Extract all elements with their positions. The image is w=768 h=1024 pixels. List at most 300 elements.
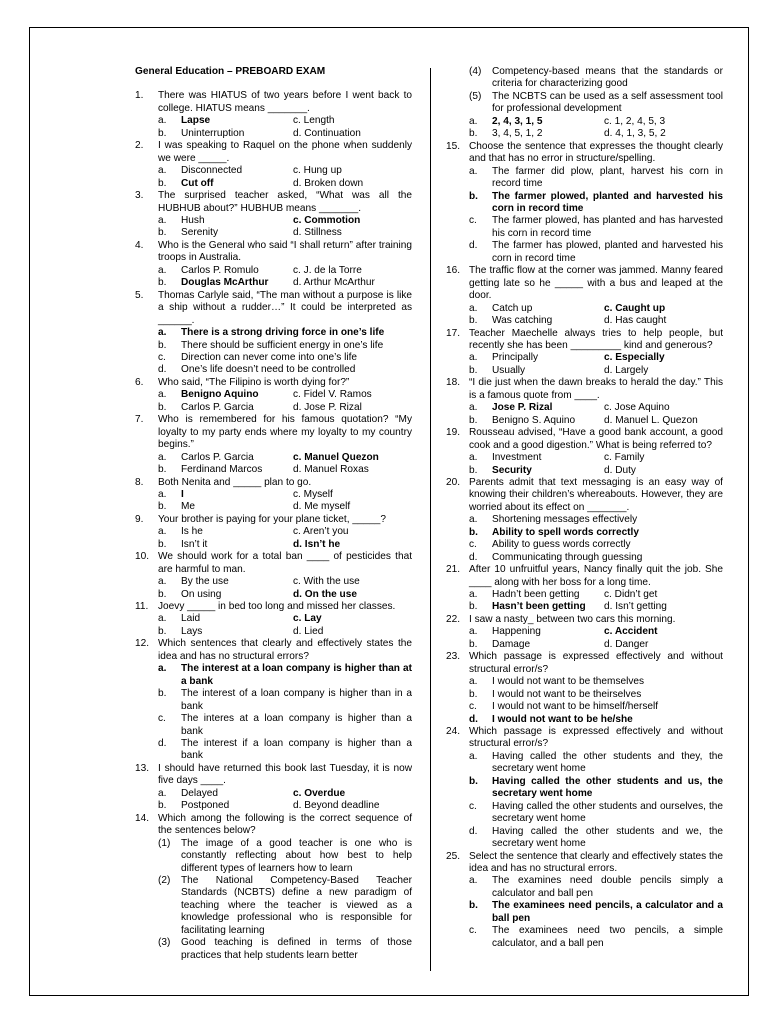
question-item: [135, 763, 412, 813]
answer-choice: The interes at a loan company is higher than a bank: [181, 713, 412, 737]
answer-choice: d. Manuel Roxas: [293, 464, 369, 476]
question-text: The traffic flow at the corner was jammed. Manny feared getting late so he _____ with a bus and leaped at the door.: [469, 265, 723, 302]
answer-choice: Security: [492, 464, 532, 476]
question-stem: [135, 90, 412, 115]
choice-letter: b.: [469, 364, 478, 376]
answer-choice: Lays: [181, 625, 203, 637]
question-text: The surprised teacher asked, “What was all the HUBHUB about?” HUBHUB means _______.: [158, 190, 412, 214]
answer-choice-row: [446, 801, 723, 826]
question-stem: [446, 377, 723, 402]
choice-letter: b.: [158, 339, 167, 351]
question-number: 11.: [135, 601, 149, 613]
answer-choice: d. Has caught: [604, 315, 667, 327]
choice-letter: b.: [469, 315, 478, 327]
question-text: Both Nenita and _____ plan to go.: [158, 476, 312, 488]
question-number: 2.: [135, 140, 144, 152]
answer-choice: Shortening messages effectively: [492, 514, 638, 526]
answer-choice-row: [135, 663, 412, 688]
question-number: 13.: [135, 762, 150, 774]
choice-letter: a.: [469, 115, 478, 127]
choice-letter: b.: [469, 414, 478, 426]
sequence-statement: [135, 875, 412, 937]
answer-choice: Is he: [181, 526, 203, 538]
question-item: [446, 427, 723, 477]
question-text: Choose the sentence that expresses the thought clearly and that has no error in structure/spelling.: [469, 140, 723, 165]
choice-letter: a.: [158, 613, 167, 625]
choice-letter: a.: [469, 750, 478, 762]
answer-choice-row: [135, 800, 412, 812]
choice-letter: b.: [158, 588, 167, 600]
choice-letter: c.: [469, 925, 477, 937]
choice-letter: c.: [469, 215, 477, 227]
answer-choice-row: [446, 714, 723, 726]
sequence-statement-body: [469, 66, 723, 91]
answer-choice-row: [446, 776, 723, 801]
answer-choice: Delayed: [181, 787, 219, 799]
answer-choice-row: [446, 240, 723, 265]
question-text: Parents admit that text messaging is an easy way of knowing their children’s whereabouts. However, they are worried about its effect on _______.: [469, 476, 723, 513]
sequence-statement: [446, 66, 723, 91]
answer-choice-row: [446, 589, 723, 601]
statement-number: (1): [158, 837, 171, 849]
question-text: Select the sentence that clearly and effectively states the idea and has no structural errors.: [469, 850, 723, 874]
choice-letter: a.: [158, 787, 167, 799]
answer-choice: One’s life doesn’t need to be controlled: [181, 364, 356, 376]
answer-choice: The farmer did plow, plant, harvest his corn in record time: [492, 165, 723, 190]
answer-choice: Carlos P. Garcia: [181, 401, 254, 413]
question-stem: [135, 414, 412, 451]
question-item: [135, 414, 412, 476]
answer-choice: c. Aren’t you: [293, 526, 349, 538]
answer-choice: By the use: [181, 576, 229, 588]
question-number: 3.: [135, 190, 144, 202]
answer-choice-row: [135, 128, 412, 140]
answer-choice: d. Isn’t he: [293, 538, 341, 550]
answer-choice-row: [135, 340, 412, 352]
question-stem: [135, 551, 412, 576]
answer-choice: Direction can never come into one’s life: [181, 351, 357, 363]
answer-choice: c. Overdue: [293, 787, 346, 799]
sequence-statement-body: [158, 838, 412, 875]
answer-choice-row: [135, 265, 412, 277]
question-item: [135, 638, 412, 763]
choice-letter: a.: [469, 626, 478, 638]
question-item: [135, 240, 412, 290]
question-text: Your brother is paying for your plane ticket, _____?: [158, 513, 387, 525]
answer-choice: Ferdinand Marcos: [181, 464, 263, 476]
choice-letter: d.: [469, 713, 478, 725]
answer-choice: Ability to guess words correctly: [492, 539, 631, 551]
choice-letter: b.: [469, 900, 478, 912]
question-item: [446, 265, 723, 327]
answer-choice: d. Isn’t getting: [604, 601, 667, 613]
choice-letter: b.: [469, 638, 478, 650]
exam-title: General Education – PREBOARD EXAM: [135, 66, 326, 77]
answer-choice-row: [446, 465, 723, 477]
question-text: Which passage is expressed effectively and without structural error/s?: [469, 651, 723, 675]
choice-letter: b.: [469, 775, 478, 787]
question-item: [135, 377, 412, 414]
answer-choice: I would not want to be himself/herself: [492, 701, 659, 713]
right-column: [446, 66, 723, 950]
question-item: [135, 477, 412, 514]
answer-choice-row: [446, 601, 723, 613]
answer-choice: d. Manuel L. Quezon: [604, 414, 698, 426]
answer-choice-row: [446, 191, 723, 216]
sequence-statement-body: [469, 91, 723, 116]
choice-letter: b.: [158, 625, 167, 637]
question-number: 1.: [135, 90, 144, 102]
question-number: 7.: [135, 414, 144, 426]
question-item: [446, 328, 723, 378]
answer-choice: Happening: [492, 626, 541, 638]
question-item: [135, 290, 412, 377]
choice-letter: b.: [158, 800, 167, 812]
answer-choice: c. Accident: [604, 626, 658, 638]
answer-choice: Hadn’t been getting: [492, 589, 580, 601]
answer-choice-row: [446, 128, 723, 140]
answer-choice-row: [135, 452, 412, 464]
question-stem: [446, 651, 723, 676]
question-text: Who said, “The Filipino is worth dying for?”: [158, 376, 350, 388]
answer-choice-row: [135, 688, 412, 713]
answer-choice: I: [181, 488, 184, 500]
question-item: [135, 190, 412, 240]
answer-choice: d. Arthur McArthur: [293, 277, 375, 289]
question-number: 5.: [135, 289, 144, 301]
answer-choice: Investment: [492, 452, 542, 464]
answer-choice: Usually: [492, 364, 526, 376]
question-item: [135, 140, 412, 190]
answer-choice-row: [446, 303, 723, 315]
answer-choice: c. Family: [604, 452, 645, 464]
question-item: [446, 141, 723, 266]
question-item: [446, 377, 723, 427]
answer-choice: The examines need double pencils simply a calculator and ball pen: [492, 875, 723, 899]
answer-choice-row: [446, 365, 723, 377]
question-stem: [135, 377, 412, 389]
question-stem: [135, 477, 412, 489]
choice-letter: a.: [158, 165, 167, 177]
question-text: Which sentences that clearly and effectively states the idea and has no structural errors?: [158, 638, 412, 662]
choice-letter: a.: [469, 352, 478, 364]
question-stem: [446, 328, 723, 353]
answer-choice: The interest if a loan company is higher than a bank: [181, 738, 412, 762]
question-stem: [446, 477, 723, 514]
choice-letter: a.: [158, 451, 167, 463]
choice-letter: b.: [469, 601, 478, 613]
answer-choice-row: [135, 215, 412, 227]
choice-letter: a.: [469, 676, 478, 688]
answer-choice: c. Fidel V. Ramos: [293, 389, 372, 401]
choice-letter: a.: [158, 526, 167, 538]
answer-choice: c. Length: [293, 115, 335, 127]
answer-choice: Benigno Aquino: [181, 389, 259, 401]
sequence-statement: [446, 91, 723, 116]
answer-choice: The farmer plowed, planted and harvested his corn in record time: [492, 190, 723, 214]
choice-letter: c.: [158, 713, 166, 725]
answer-choice: d. Largely: [604, 364, 649, 376]
question-number: 18.: [446, 377, 461, 389]
choice-letter: b.: [469, 190, 478, 202]
question-item: [446, 477, 723, 564]
question-number: 24.: [446, 726, 461, 738]
question-number: 19.: [446, 427, 461, 439]
choice-letter: b.: [469, 526, 478, 538]
question-number: 17.: [446, 327, 461, 339]
question-stem: [135, 601, 412, 613]
statement-text: The NCBTS can be used as a self assessment tool for professional development: [492, 90, 723, 115]
question-stem: [135, 290, 412, 327]
question-stem: [446, 427, 723, 452]
answer-choice: c. Manuel Quezon: [293, 451, 379, 463]
answer-choice-row: [446, 626, 723, 638]
answer-choice-row: [446, 875, 723, 900]
sequence-statement-body: [158, 937, 412, 962]
answer-choice: c. 1, 2, 4, 5, 3: [604, 115, 666, 127]
answer-choice-row: [135, 539, 412, 551]
answer-choice: Hasn’t been getting: [492, 601, 586, 613]
answer-choice: d. On the use: [293, 588, 357, 600]
answer-choice: The interest of a loan company is higher than in a bank: [181, 688, 412, 712]
answer-choice: d. Broken down: [293, 177, 364, 189]
answer-choice: c. Lay: [293, 613, 322, 625]
answer-choice: d. 4, 1, 3, 5, 2: [604, 128, 666, 140]
question-item: [135, 514, 412, 551]
answer-choice-row: [135, 165, 412, 177]
answer-choice: Having called the other students and ourselves, the secretary went home: [492, 800, 723, 825]
choice-letter: a.: [469, 875, 478, 887]
question-text: Which among the following is the correct sequence of the sentences below?: [158, 812, 412, 837]
question-number: 8.: [135, 476, 144, 488]
question-stem: [135, 638, 412, 663]
choice-letter: b.: [158, 227, 167, 239]
statement-text: The National Competency-Based Teacher Standards (NCBTS) define a new paradigm of teaching where the teacher is viewed as a knowledge professional who is responsible for facilitating learning: [181, 875, 412, 936]
answer-choice-row: [135, 227, 412, 239]
answer-choice: Uninterruption: [181, 127, 245, 139]
question-number: 12.: [135, 638, 150, 650]
statement-text: Good teaching is defined in terms of those practices that help students learn better: [181, 937, 412, 961]
sequence-statement-body: [158, 875, 412, 937]
answer-choice-row: [446, 676, 723, 688]
answer-choice: The farmer plowed, has planted and has harvested his corn in record time: [492, 215, 723, 239]
question-stem: [446, 726, 723, 751]
choice-letter: a.: [158, 264, 167, 276]
answer-choice-row: [135, 613, 412, 625]
choice-letter: b.: [469, 464, 478, 476]
answer-choice: Benigno S. Aquino: [492, 414, 576, 426]
question-number: 20.: [446, 476, 461, 488]
question-item: [446, 726, 723, 851]
statement-number: (3): [158, 937, 171, 949]
answer-choice-row: [135, 788, 412, 800]
statement-text: Competency-based means that the standards or criteria for characterizing good: [492, 66, 723, 90]
answer-choice-row: [446, 701, 723, 713]
question-number: 23.: [446, 651, 461, 663]
question-stem: [446, 141, 723, 166]
choice-letter: b.: [158, 127, 167, 139]
answer-choice-row: [135, 389, 412, 401]
choice-letter: a.: [158, 488, 167, 500]
question-text: I saw a nasty_ between two cars this morning.: [469, 613, 676, 625]
answer-choice: c. With the use: [293, 576, 360, 588]
answer-choice-row: [446, 116, 723, 128]
choice-letter: a.: [469, 402, 478, 414]
answer-choice: d. Beyond deadline: [293, 800, 380, 812]
question-item: [446, 564, 723, 614]
answer-choice: d. Me myself: [293, 501, 351, 513]
sequence-statement: [135, 937, 412, 962]
question-text: Who is the General who said “I shall return” after training troops in Australia.: [158, 239, 412, 264]
choice-letter: d.: [469, 240, 478, 252]
choice-letter: b.: [158, 177, 167, 189]
answer-choice-row: [135, 364, 412, 376]
answer-choice: The interest at a loan company is higher than at a bank: [181, 663, 412, 687]
choice-letter: b.: [158, 501, 167, 513]
question-text: I should have returned this book last Tuesday, it is now five days ____.: [158, 762, 412, 787]
question-item: [446, 651, 723, 726]
question-stem: [135, 514, 412, 526]
answer-choice-row: [135, 526, 412, 538]
question-text: Who is remembered for his famous quotation? “My loyalty to my party ends where my loyalty to my country begins.”: [158, 414, 412, 451]
answer-choice: d. Jose P. Rizal: [293, 401, 362, 413]
answer-choice-row: [446, 415, 723, 427]
choice-letter: a.: [158, 115, 167, 127]
answer-choice: Carlos P. Romulo: [181, 264, 259, 276]
answer-choice: d. Stillness: [293, 227, 342, 239]
choice-letter: a.: [158, 214, 167, 226]
answer-choice-row: [135, 738, 412, 763]
answer-choice-row: [446, 639, 723, 651]
answer-choice: Carlos P. Garcia: [181, 451, 254, 463]
answer-choice: Ability to spell words correctly: [492, 526, 639, 538]
answer-choice: Was catching: [492, 315, 553, 327]
answer-choice-row: [135, 489, 412, 501]
answer-choice: c. Caught up: [604, 302, 666, 314]
answer-choice: c. Myself: [293, 488, 333, 500]
choice-letter: c.: [158, 351, 166, 363]
answer-choice-row: [446, 925, 723, 950]
answer-choice: Having called the other students and us, the secretary went home: [492, 775, 723, 800]
answer-choice-row: [135, 327, 412, 339]
answer-choice-row: [135, 713, 412, 738]
answer-choice: The examinees need two pencils, a simple calculator, and a ball pen: [492, 925, 723, 949]
answer-choice: d. Lied: [293, 625, 324, 637]
choice-letter: c.: [469, 701, 477, 713]
answer-choice-row: [135, 589, 412, 601]
choice-letter: d.: [158, 364, 167, 376]
answer-choice: The examinees need pencils, a calculator and a ball pen: [492, 900, 723, 924]
answer-choice: c. Jose Aquino: [604, 402, 670, 414]
answer-choice: Laid: [181, 613, 201, 625]
answer-choice-row: [446, 514, 723, 526]
column-divider: [430, 68, 431, 971]
question-stem: [135, 240, 412, 265]
choice-letter: a.: [158, 327, 167, 339]
answer-choice: Cut off: [181, 177, 214, 189]
statement-number: (4): [469, 66, 482, 77]
answer-choice-row: [446, 527, 723, 539]
choice-letter: a.: [469, 165, 478, 177]
answer-choice: I would not want to be he/she: [492, 713, 633, 725]
question-item: [446, 851, 723, 951]
choice-letter: a.: [158, 389, 167, 401]
answer-choice: There is a strong driving force in one’s life: [181, 327, 385, 339]
statement-number: (2): [158, 875, 171, 886]
question-text: Which passage is expressed effectively and without structural error/s?: [469, 726, 723, 750]
question-number: 16.: [446, 265, 461, 277]
answer-choice-row: [446, 452, 723, 464]
question-text: Thomas Carlyle said, “The man without a purpose is like a ship without a rudder…” It could be interpreted as ______.: [158, 289, 412, 326]
question-number: 14.: [135, 812, 150, 824]
answer-choice-row: [446, 751, 723, 776]
answer-choice: c. Commotion: [293, 214, 361, 226]
answer-choice-row: [446, 552, 723, 564]
answer-choice-row: [135, 402, 412, 414]
answer-choice: Principally: [492, 352, 538, 364]
answer-choice-row: [446, 215, 723, 240]
answer-choice: Me: [181, 501, 196, 513]
answer-choice: Hush: [181, 214, 205, 226]
left-column: [135, 66, 412, 962]
question-number: 9.: [135, 513, 144, 525]
question-item: [446, 614, 723, 651]
answer-choice: c. J. de la Torre: [293, 264, 362, 276]
answer-choice: d. Duty: [604, 464, 636, 476]
question-text: After 10 unfruitful years, Nancy finally quit the job. She ____ along with her boss for a long time.: [469, 564, 723, 588]
question-stem: [446, 614, 723, 626]
answer-choice-row: [446, 166, 723, 191]
answer-choice-row: [135, 352, 412, 364]
choice-letter: a.: [158, 663, 167, 675]
answer-choice: 3, 4, 5, 1, 2: [492, 128, 543, 140]
answer-choice: Douglas McArthur: [181, 277, 269, 289]
question-item: [135, 601, 412, 638]
answer-choice: There should be sufficient energy in one’s life: [181, 339, 384, 351]
question-stem: [135, 140, 412, 165]
answer-choice: The farmer has plowed, planted and harvested his corn in record time: [492, 240, 723, 264]
question-stem: [135, 763, 412, 788]
answer-choice: Serenity: [181, 227, 219, 239]
answer-choice: d. Continuation: [293, 127, 361, 139]
choice-letter: c.: [469, 539, 477, 551]
choice-letter: d.: [158, 738, 167, 750]
answer-choice-row: [446, 900, 723, 925]
question-item: [446, 66, 723, 141]
answer-choice: Having called the other students and we, the secretary went home: [492, 825, 723, 850]
question-text: There was HIATUS of two years before I went back to college. HIATUS means _______.: [158, 90, 412, 114]
answer-choice: 2, 4, 3, 1, 5: [492, 115, 543, 127]
question-number: 25.: [446, 850, 461, 862]
answer-choice: Postponed: [181, 800, 230, 812]
question-stem: [446, 265, 723, 302]
question-number: 6.: [135, 376, 144, 388]
choice-letter: a.: [469, 589, 478, 601]
choice-letter: d.: [469, 551, 478, 563]
answer-choice: Jose P. Rizal: [492, 402, 553, 414]
answer-choice-row: [446, 352, 723, 364]
question-number: 4.: [135, 239, 144, 251]
answer-choice-row: [135, 501, 412, 513]
question-text: I was speaking to Raquel on the phone when suddenly we were _____.: [158, 140, 412, 164]
question-stem: [135, 813, 412, 838]
statement-text: The image of a good teacher is one who is constantly reflecting about how best to help different types of learners how to learn: [181, 837, 412, 874]
question-stem: [446, 564, 723, 589]
answer-choice: c. Didn’t get: [604, 589, 658, 601]
choice-letter: b.: [158, 688, 167, 700]
answer-choice: On using: [181, 588, 222, 600]
question-number: 10.: [135, 551, 150, 563]
